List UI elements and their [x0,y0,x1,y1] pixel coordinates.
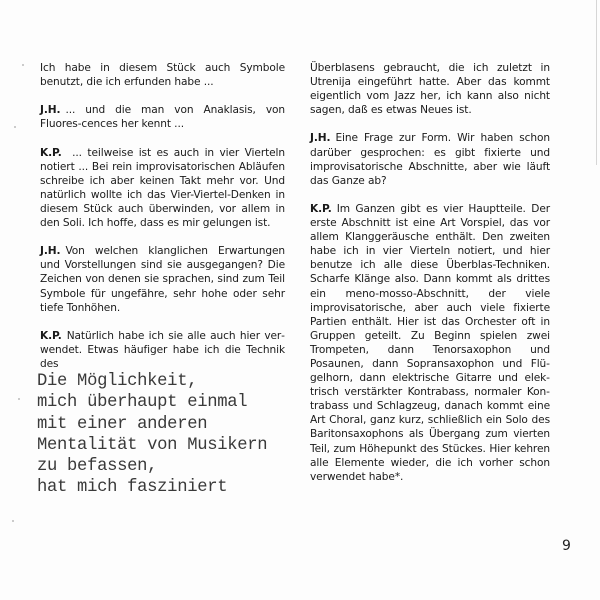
paragraph-text: Ich habe in diesem Stück auch Symbole benutzt, die ich erfunden habe ... [40,62,285,89]
paragraph-text: Im Ganzen gibt es vier Hauptteile. Der erste Abschnitt ist eine Art Vorspiel, das vor allem Klanggeräusche enthält. Den zweiten habe ich in vier Vierteln notiert, und hier benutze ich alle diese Überblas-Techniken. Scharfe Klänge also. Dann kommt als drittes ein meno-mosso-Abschnitt, der viele improvisatorische, aber auch viele fixierte Partien enthält. Hier ist das Orchester oft in Gruppen geteilt. Zu Beginn spielen zwei Trompeten, dann Tenorsaxophon und Posaunen, dann Sopransaxophon und Flügelhorn, dann elektrische Gitarre und elektrisch verstärkter Kontrabass, normaler Kontrabass und Schlagzeug, danach kommt eine Art Choral, ganz kurz, schließlich ein Solo des Baritonsaxophons als Übergang zum vierten Teil, zum Höhepunkt des Stückes. Hier kehren alle Elemente wieder, die ich vorher schon verwendet habe*. [310,202,550,483]
paragraph-text: Natürlich habe ich sie alle auch hier verwendet. Etwas häufiger habe ich die Technik des [40,329,285,370]
left-column [40,61,285,385]
scan-speck [12,520,14,522]
paragraph-text: ... und die man von Anaklasis, von Fluores-cences her kennt ... [40,104,285,131]
paragraph-text: Überblasens gebraucht, die ich zuletzt in Utrenija eingeführt hatte. Aber das kommt eigentlich vom Jazz her, ich kann also nicht sagen, daß es etwas Neues ist. [310,62,550,117]
quote-line: hat mich fasziniert [37,478,228,498]
scan-speck [22,64,24,66]
scan-speck [18,398,20,400]
page-number: 9 [562,538,571,554]
paragraph [310,131,550,187]
speaker-label: K.P. [40,329,62,342]
quote-line: mit einer anderen [37,414,208,434]
speaker-label: J.H. [40,104,61,117]
speaker-label: K.P. [310,202,332,215]
paragraph-text: ... teilweise ist es auch in vier Vierteln notiert ... Bei rein improvisatorischen Abläufen schreibe ich aber keinen Takt mehr vor. Und natürlich wollte ich das Vier-Viertel-Denken in diesem Stück auch überwinden, vor allem in den Soli. Ich hoffe, dass es mir gelungen ist. [40,146,285,230]
paragraph [40,146,285,231]
scan-speck [14,126,16,128]
quote-line: Mentalität von Musikern [37,435,268,455]
quote-line: zu befassen, [37,457,158,477]
paragraph [40,244,285,314]
speaker-label: J.H. [310,132,331,145]
pull-quote [37,371,307,499]
paragraph [310,61,550,117]
quote-line: mich überhaupt einmal [37,393,248,413]
page-edge-line [596,0,597,165]
paragraph [40,329,285,371]
paragraph [310,202,550,484]
quote-line: Die Möglichkeit, [37,372,198,391]
right-column [310,61,550,498]
speaker-label: K.P. [40,146,62,159]
paragraph-text: Von welchen klanglichen Erwartungen und Vorstellungen sind sie ausgegangen? Die Zeichen von denen sie sprachen, sind zum Teil Symbole für ungefähre, sehr hohe oder sehr tiefe Tonhöhen. [40,245,285,314]
paragraph [40,103,285,131]
speaker-label: J.H. [40,245,61,258]
paragraph [40,61,285,89]
paragraph-text: Eine Frage zur Form. Wir haben schon darüber gesprochen: es gibt fixierte und improvisatorische Abschnitte, aber wie läuft das Ganze ab? [310,132,550,187]
